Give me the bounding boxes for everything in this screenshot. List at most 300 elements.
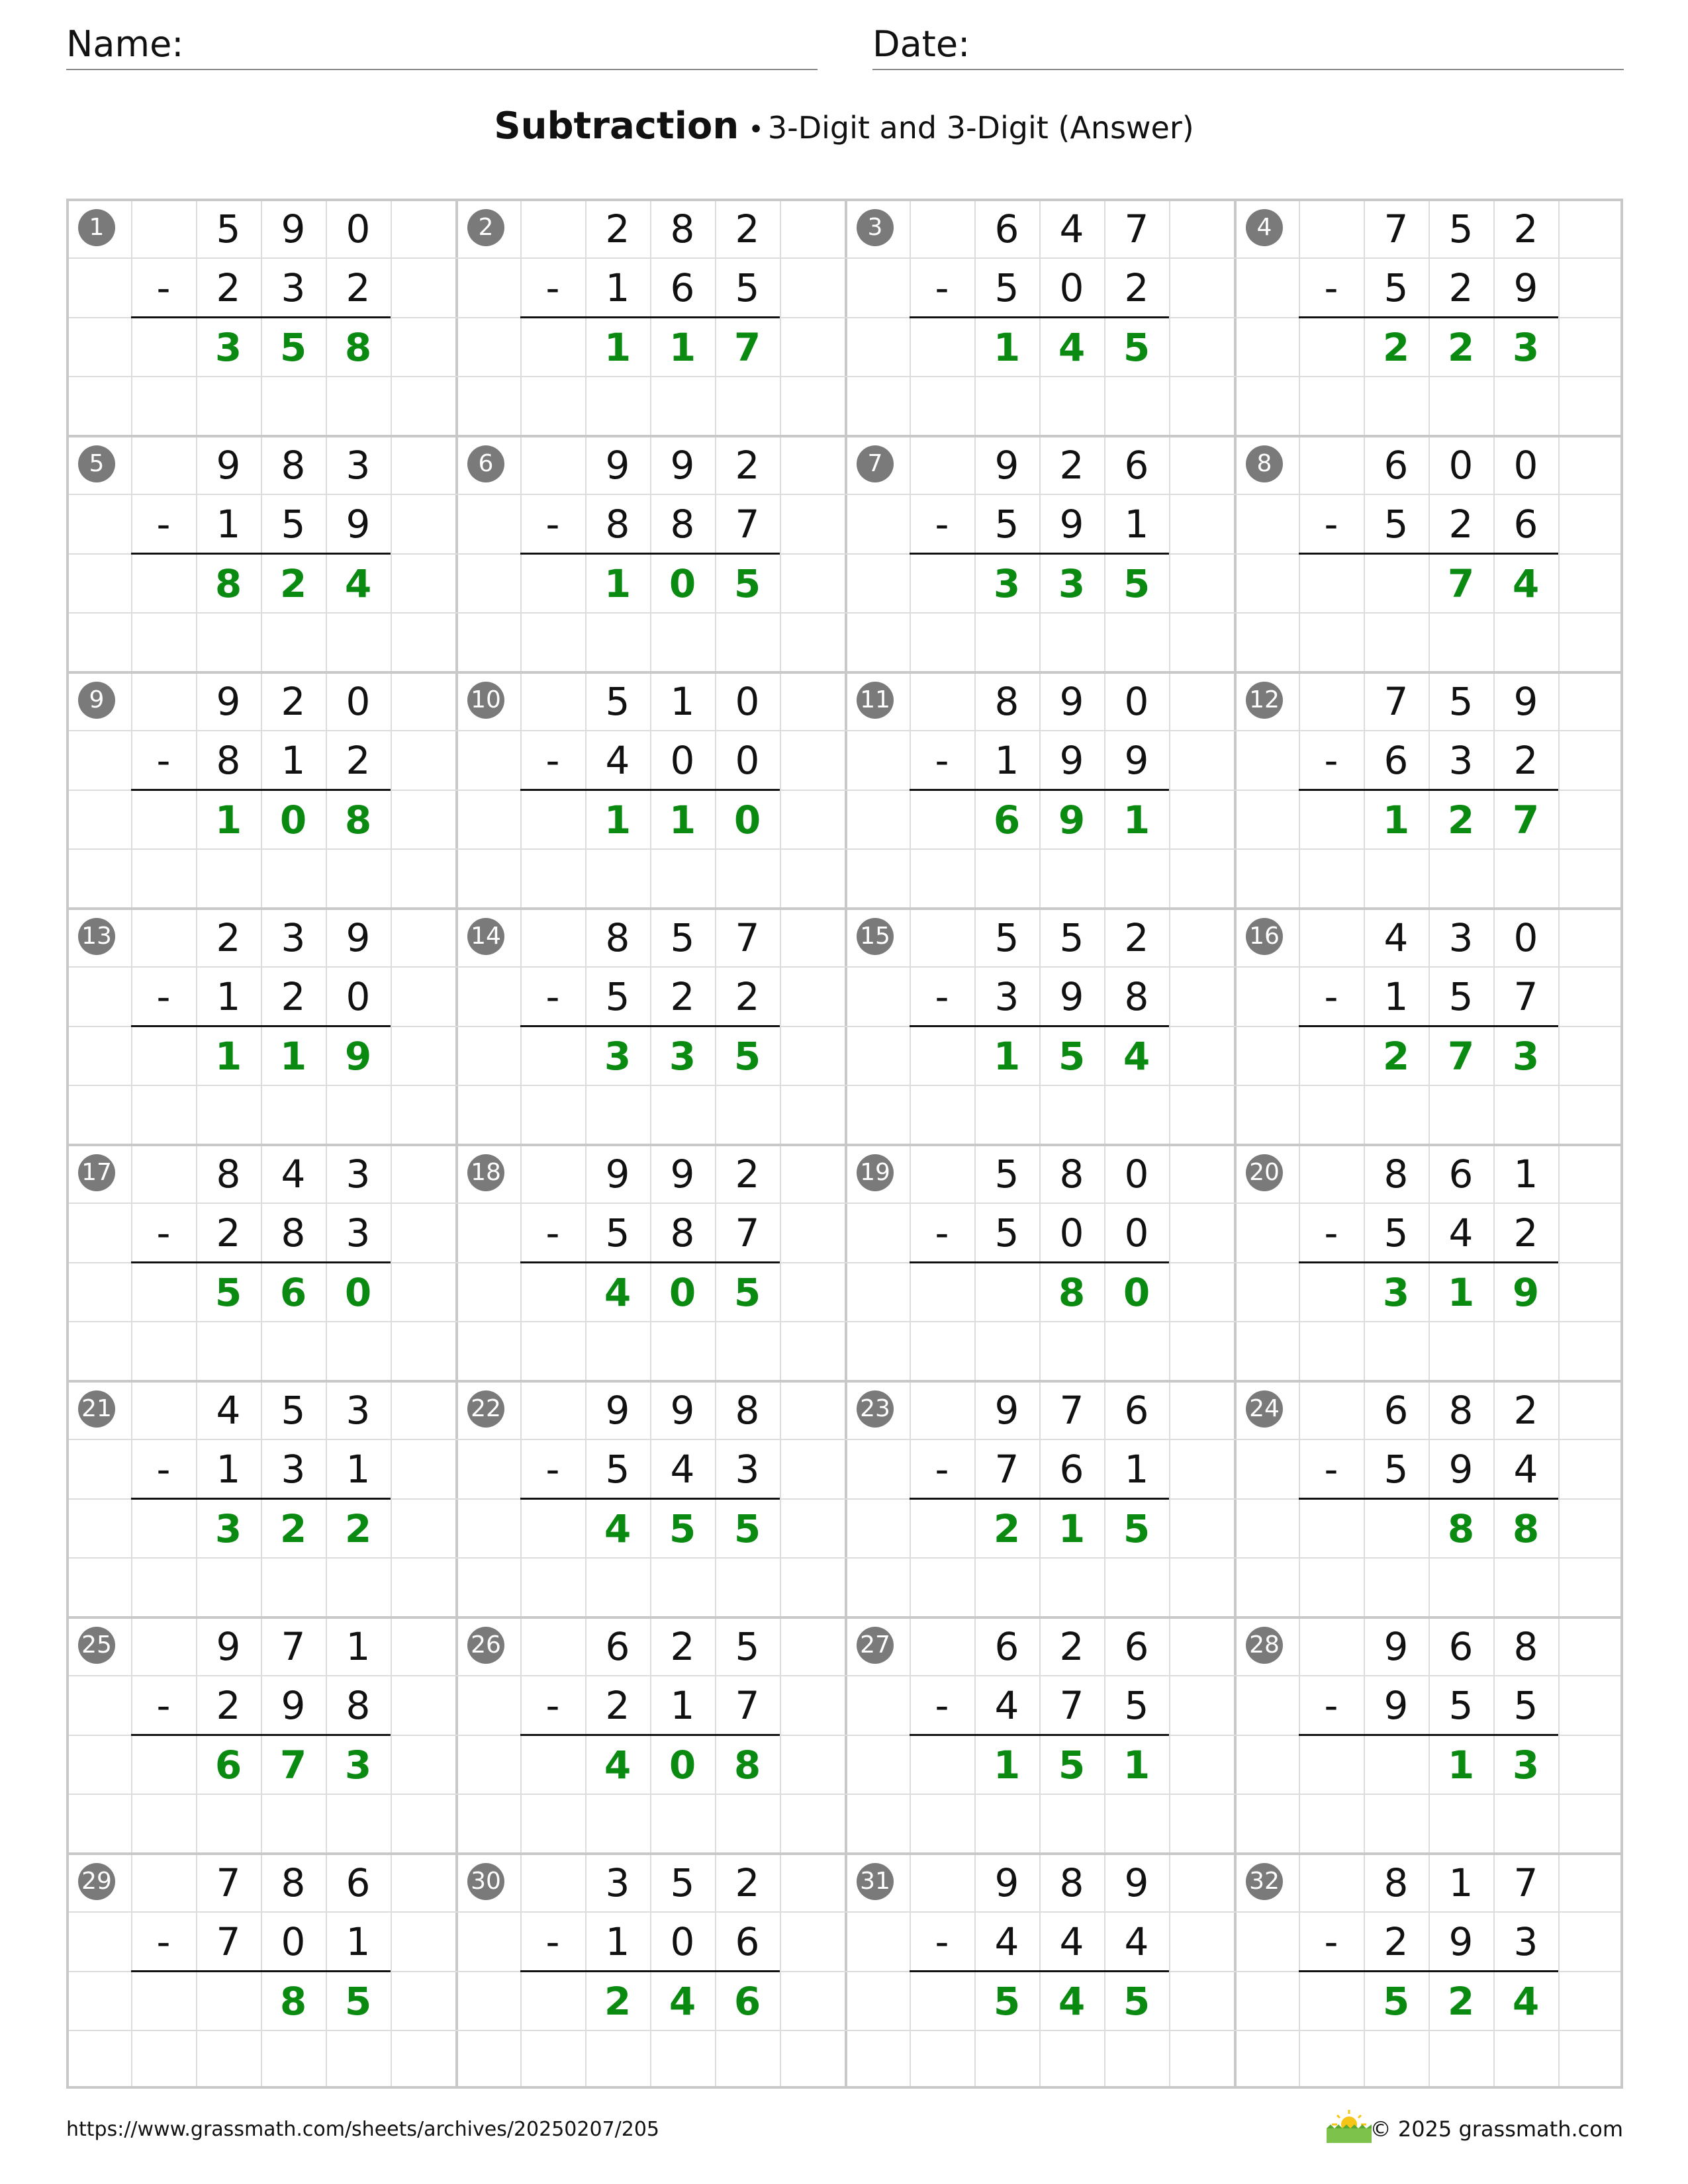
subtrahend-digit: 4 [670, 1447, 695, 1492]
answer-digit: 1 [1382, 797, 1410, 842]
minuend-digit: 9 [605, 1388, 630, 1433]
problem-number-badge: 13 [78, 918, 115, 955]
problem-number-badge: 29 [78, 1863, 115, 1900]
answer-rule [131, 1970, 391, 1972]
problem-number-badge: 4 [1246, 209, 1283, 246]
subtrahend-digit: 8 [670, 1210, 695, 1256]
answer-digit: 1 [993, 324, 1021, 370]
subtrahend-digit: 8 [281, 1210, 306, 1256]
subtrahend-digit: 4 [994, 1683, 1019, 1729]
minuend-digit: 5 [216, 206, 241, 251]
minuend-digit: 5 [670, 915, 695, 960]
problem [845, 671, 1234, 907]
subtrahend-digit: 5 [605, 974, 630, 1020]
answer-digit: 6 [279, 1269, 307, 1315]
subtrahend-digit: 5 [605, 1447, 630, 1492]
problem-number-badge: 6 [467, 445, 504, 482]
answer-digit: 2 [1447, 797, 1475, 842]
answer-digit: 1 [604, 561, 632, 606]
answer-digit: 4 [604, 1742, 632, 1788]
answer-digit: 6 [993, 797, 1021, 842]
subtrahend-digit: 3 [281, 1447, 306, 1492]
answer-digit: 5 [669, 1506, 696, 1551]
footer-url: https://www.grassmath.com/sheets/archives/20250207/205 [66, 2118, 660, 2141]
minus-sign: - [1324, 502, 1338, 547]
subtrahend-digit: 4 [1059, 1919, 1084, 1965]
minuend-digit: 0 [1124, 679, 1149, 724]
answer-digit: 1 [279, 1033, 307, 1079]
minus-sign: - [935, 1210, 949, 1256]
minus-sign: - [545, 1919, 560, 1965]
answer-rule [1299, 1970, 1558, 1972]
subtrahend-digit: 4 [994, 1919, 1019, 1965]
date-label: Date: [872, 23, 970, 65]
answer-digit: 3 [993, 561, 1021, 606]
minuend-digit: 1 [1513, 1152, 1538, 1197]
minuend-digit: 9 [216, 679, 241, 724]
problem-number-badge: 24 [1246, 1390, 1283, 1428]
subtrahend-digit: 3 [735, 1447, 760, 1492]
minuend-digit: 9 [216, 443, 241, 488]
minuend-digit: 9 [994, 1388, 1019, 1433]
subtrahend-digit: 5 [1448, 974, 1474, 1020]
answer-digit: 3 [604, 1033, 632, 1079]
answer-digit: 8 [344, 324, 372, 370]
problem [845, 1852, 1234, 2089]
subtrahend-digit: 9 [1059, 738, 1084, 784]
answer-digit: 2 [1382, 1033, 1410, 1079]
minuend-digit: 6 [1383, 443, 1409, 488]
subtrahend-digit: 3 [1513, 1919, 1538, 1965]
minuend-digit: 2 [735, 206, 760, 251]
answer-digit: 5 [1123, 324, 1150, 370]
subtrahend-digit: 5 [1124, 1683, 1149, 1729]
minuend-digit: 9 [216, 1624, 241, 1669]
minuend-digit: 0 [735, 679, 760, 724]
minuend-digit: 2 [281, 679, 306, 724]
minuend-digit: 4 [1383, 915, 1409, 960]
minuend-digit: 7 [735, 915, 760, 960]
answer-digit: 1 [604, 324, 632, 370]
problem [66, 1380, 455, 1616]
answer-digit: 5 [214, 1269, 242, 1315]
minuend-digit: 8 [281, 1860, 306, 1905]
minuend-digit: 2 [735, 1152, 760, 1197]
subtrahend-digit: 0 [1059, 265, 1084, 311]
answer-digit: 1 [1123, 797, 1150, 842]
problem-number-badge: 17 [78, 1154, 115, 1191]
subtrahend-digit: 4 [1448, 1210, 1474, 1256]
minuend-digit: 3 [1448, 915, 1474, 960]
subtrahend-digit: 0 [1124, 1210, 1149, 1256]
answer-digit: 1 [993, 1033, 1021, 1079]
problem [66, 199, 455, 435]
problem-number-badge: 15 [857, 918, 894, 955]
answer-rule [520, 1025, 780, 1027]
minuend-digit: 6 [1124, 1388, 1149, 1433]
subtrahend-digit: 0 [735, 738, 760, 784]
minus-sign: - [1324, 1683, 1338, 1729]
answer-rule [1299, 1734, 1558, 1736]
subtrahend-digit: 0 [281, 1919, 306, 1965]
subtrahend-digit: 0 [670, 738, 695, 784]
answer-rule [520, 553, 780, 555]
answer-rule [131, 1025, 391, 1027]
answer-rule [910, 1970, 1169, 1972]
subtrahend-digit: 6 [670, 265, 695, 311]
problem [66, 1616, 455, 1852]
subtrahend-digit: 1 [1124, 502, 1149, 547]
minuend-digit: 8 [735, 1388, 760, 1433]
minuend-digit: 7 [216, 1860, 241, 1905]
subtrahend-digit: 3 [994, 974, 1019, 1020]
problem-number-badge: 31 [857, 1863, 894, 1900]
minuend-digit: 6 [1448, 1152, 1474, 1197]
problem-number-badge: 11 [857, 682, 894, 719]
title-subtitle: 3-Digit and 3-Digit (Answer) [767, 110, 1194, 146]
minuend-digit: 6 [994, 206, 1019, 251]
subtrahend-digit: 4 [1513, 1447, 1538, 1492]
subtrahend-digit: 9 [1124, 738, 1149, 784]
minuend-digit: 0 [1513, 443, 1538, 488]
answer-rule [131, 1261, 391, 1263]
minuend-digit: 0 [346, 206, 371, 251]
minuend-digit: 2 [735, 443, 760, 488]
subtrahend-digit: 1 [670, 1683, 695, 1729]
title-bullet: • [748, 114, 764, 145]
minus-sign: - [545, 1210, 560, 1256]
minuend-digit: 8 [670, 206, 695, 251]
answer-rule [131, 1734, 391, 1736]
answer-digit: 1 [604, 797, 632, 842]
minus-sign: - [156, 1919, 171, 1965]
answer-digit: 3 [1512, 1033, 1540, 1079]
answer-digit: 3 [1512, 324, 1540, 370]
minuend-digit: 1 [1448, 1860, 1474, 1905]
subtrahend-digit: 1 [994, 738, 1019, 784]
answer-digit: 4 [669, 1978, 696, 2024]
minuend-digit: 0 [1513, 915, 1538, 960]
answer-digit: 4 [604, 1506, 632, 1551]
answer-digit: 7 [733, 324, 761, 370]
problem-number-badge: 21 [78, 1390, 115, 1428]
subtrahend-digit: 6 [1513, 502, 1538, 547]
problem [455, 1852, 845, 2089]
minuend-digit: 2 [735, 1860, 760, 1905]
subtrahend-digit: 9 [1448, 1919, 1474, 1965]
subtrahend-digit: 7 [735, 1683, 760, 1729]
subtrahend-digit: 2 [346, 265, 371, 311]
problem-number-badge: 2 [467, 209, 504, 246]
subtrahend-digit: 0 [1059, 1210, 1084, 1256]
minuend-digit: 1 [670, 679, 695, 724]
subtrahend-digit: 2 [1513, 738, 1538, 784]
answer-digit: 3 [1382, 1269, 1410, 1315]
minuend-digit: 5 [735, 1624, 760, 1669]
problem-number-badge: 5 [78, 445, 115, 482]
minuend-digit: 3 [346, 1388, 371, 1433]
minus-sign: - [545, 265, 560, 311]
subtrahend-digit: 3 [1448, 738, 1474, 784]
minuend-digit: 3 [346, 1152, 371, 1197]
answer-rule [520, 1734, 780, 1736]
minuend-digit: 9 [1513, 679, 1538, 724]
answer-digit: 3 [214, 324, 242, 370]
date-field[interactable] [872, 25, 1624, 70]
minuend-digit: 6 [1448, 1624, 1474, 1669]
answer-rule [520, 1498, 780, 1500]
answer-rule [131, 789, 391, 791]
subtrahend-digit: 0 [670, 1919, 695, 1965]
subtrahend-digit: 1 [1383, 974, 1409, 1020]
subtrahend-digit: 5 [994, 502, 1019, 547]
problem-number-badge: 28 [1246, 1627, 1283, 1664]
page-title [0, 105, 1688, 148]
minuend-digit: 6 [994, 1624, 1019, 1669]
answer-digit: 5 [733, 561, 761, 606]
subtrahend-digit: 7 [216, 1919, 241, 1965]
problem [66, 1852, 455, 2089]
minus-sign: - [545, 974, 560, 1020]
problem [845, 1616, 1234, 1852]
subtrahend-digit: 2 [216, 1683, 241, 1729]
problem-number-badge: 23 [857, 1390, 894, 1428]
answer-rule [1299, 789, 1558, 791]
problem [1234, 1616, 1623, 1852]
minus-sign: - [545, 1683, 560, 1729]
subtrahend-digit: 8 [346, 1683, 371, 1729]
subtrahend-digit: 1 [605, 1919, 630, 1965]
problem [66, 1144, 455, 1380]
answer-rule [1299, 1498, 1558, 1500]
minuend-digit: 0 [346, 679, 371, 724]
answer-rule [131, 553, 391, 555]
answer-digit: 0 [669, 1742, 696, 1788]
minuend-digit: 5 [281, 1388, 306, 1433]
minuend-digit: 9 [1124, 1860, 1149, 1905]
answer-rule [131, 316, 391, 318]
problem-number-badge: 1 [78, 209, 115, 246]
subtrahend-digit: 7 [994, 1447, 1019, 1492]
minuend-digit: 2 [1059, 443, 1084, 488]
minus-sign: - [156, 1683, 171, 1729]
answer-rule [131, 1498, 391, 1500]
subtrahend-digit: 9 [1059, 502, 1084, 547]
subtrahend-digit: 9 [1383, 1683, 1409, 1729]
minus-sign: - [1324, 265, 1338, 311]
subtrahend-digit: 7 [735, 502, 760, 547]
answer-digit: 4 [604, 1269, 632, 1315]
answer-digit: 1 [1123, 1742, 1150, 1788]
minuend-digit: 2 [670, 1624, 695, 1669]
answer-rule [520, 789, 780, 791]
answer-digit: 8 [733, 1742, 761, 1788]
problem-number-badge: 10 [467, 682, 504, 719]
answer-digit: 1 [669, 324, 696, 370]
minuend-digit: 6 [1383, 1388, 1409, 1433]
answer-digit: 0 [733, 797, 761, 842]
minuend-digit: 8 [1383, 1860, 1409, 1905]
minus-sign: - [1324, 1447, 1338, 1492]
answer-rule [1299, 1025, 1558, 1027]
minuend-digit: 6 [346, 1860, 371, 1905]
answer-digit: 1 [993, 1742, 1021, 1788]
name-field[interactable] [66, 25, 818, 70]
answer-rule [520, 316, 780, 318]
answer-digit: 3 [214, 1506, 242, 1551]
problem [1234, 435, 1623, 671]
minus-sign: - [935, 738, 949, 784]
problem-number-badge: 18 [467, 1154, 504, 1191]
minuend-digit: 4 [1059, 206, 1084, 251]
answer-digit: 0 [669, 1269, 696, 1315]
problem-number-badge: 30 [467, 1863, 504, 1900]
subtrahend-digit: 5 [1383, 1210, 1409, 1256]
minuend-digit: 3 [281, 915, 306, 960]
subtrahend-digit: 2 [1513, 1210, 1538, 1256]
answer-digit: 8 [279, 1978, 307, 2024]
minuend-digit: 5 [605, 679, 630, 724]
subtrahend-digit: 3 [281, 265, 306, 311]
minus-sign: - [935, 265, 949, 311]
subtrahend-digit: 5 [1383, 265, 1409, 311]
subtrahend-digit: 2 [1448, 265, 1474, 311]
minuend-digit: 2 [1124, 915, 1149, 960]
minuend-digit: 3 [605, 1860, 630, 1905]
problem [1234, 199, 1623, 435]
answer-digit: 0 [1123, 1269, 1150, 1315]
answer-digit: 1 [669, 797, 696, 842]
answer-digit: 4 [1512, 1978, 1540, 2024]
minuend-digit: 7 [1513, 1860, 1538, 1905]
problem-number-badge: 22 [467, 1390, 504, 1428]
subtrahend-digit: 7 [735, 1210, 760, 1256]
answer-digit: 9 [1512, 1269, 1540, 1315]
minus-sign: - [1324, 738, 1338, 784]
answer-digit: 2 [1447, 324, 1475, 370]
subtrahend-digit: 9 [346, 502, 371, 547]
problem [1234, 907, 1623, 1144]
minuend-digit: 8 [994, 679, 1019, 724]
problem-number-badge: 3 [857, 209, 894, 246]
subtrahend-digit: 1 [281, 738, 306, 784]
grassmath-logo-icon [1324, 2107, 1374, 2144]
minuend-digit: 0 [1448, 443, 1474, 488]
subtrahend-digit: 1 [1124, 1447, 1149, 1492]
name-label: Name: [66, 23, 184, 65]
minuend-digit: 6 [1124, 1624, 1149, 1669]
answer-digit: 0 [279, 797, 307, 842]
answer-digit: 5 [1058, 1033, 1086, 1079]
answer-digit: 8 [214, 561, 242, 606]
minus-sign: - [935, 974, 949, 1020]
minus-sign: - [935, 1683, 949, 1729]
minuend-digit: 8 [1448, 1388, 1474, 1433]
problem [455, 1380, 845, 1616]
subtrahend-digit: 0 [346, 974, 371, 1020]
minuend-digit: 9 [1383, 1624, 1409, 1669]
answer-digit: 5 [733, 1033, 761, 1079]
answer-digit: 5 [993, 1978, 1021, 2024]
answer-digit: 1 [1058, 1506, 1086, 1551]
minuend-digit: 7 [1383, 679, 1409, 724]
answer-digit: 5 [1123, 561, 1150, 606]
minuend-digit: 9 [994, 1860, 1019, 1905]
subtrahend-digit: 2 [1448, 502, 1474, 547]
problem [845, 199, 1234, 435]
answer-digit: 8 [1058, 1269, 1086, 1315]
subtrahend-digit: 6 [1383, 738, 1409, 784]
problem [1234, 1852, 1623, 2089]
subtrahend-digit: 1 [216, 502, 241, 547]
minuend-digit: 0 [1124, 1152, 1149, 1197]
minus-sign: - [935, 502, 949, 547]
minuend-digit: 5 [1059, 915, 1084, 960]
answer-digit: 1 [1447, 1269, 1475, 1315]
problem-number-badge: 32 [1246, 1863, 1283, 1900]
answer-digit: 4 [1058, 1978, 1086, 2024]
answer-digit: 4 [1058, 324, 1086, 370]
problem-number-badge: 14 [467, 918, 504, 955]
answer-digit: 8 [344, 797, 372, 842]
subtrahend-digit: 5 [735, 265, 760, 311]
problem-number-badge: 9 [78, 682, 115, 719]
answer-digit: 3 [1512, 1742, 1540, 1788]
minus-sign: - [545, 502, 560, 547]
subtrahend-digit: 2 [735, 974, 760, 1020]
minuend-digit: 5 [994, 1152, 1019, 1197]
subtrahend-digit: 5 [1513, 1683, 1538, 1729]
subtrahend-digit: 8 [605, 502, 630, 547]
answer-digit: 2 [279, 561, 307, 606]
minus-sign: - [1324, 974, 1338, 1020]
minuend-digit: 8 [216, 1152, 241, 1197]
answer-digit: 2 [1382, 324, 1410, 370]
answer-rule [520, 1261, 780, 1263]
minus-sign: - [545, 738, 560, 784]
answer-digit: 5 [279, 324, 307, 370]
answer-digit: 7 [1447, 1033, 1475, 1079]
answer-digit: 3 [669, 1033, 696, 1079]
subtrahend-digit: 9 [281, 1683, 306, 1729]
problem [455, 1144, 845, 1380]
minuend-digit: 4 [216, 1388, 241, 1433]
answer-digit: 3 [1058, 561, 1086, 606]
answer-digit: 9 [1058, 797, 1086, 842]
minuend-digit: 7 [1059, 1388, 1084, 1433]
problem [66, 435, 455, 671]
answer-digit: 6 [214, 1742, 242, 1788]
subtrahend-digit: 3 [346, 1210, 371, 1256]
problem [845, 907, 1234, 1144]
subtrahend-digit: 5 [281, 502, 306, 547]
minuend-digit: 2 [1059, 1624, 1084, 1669]
minuend-digit: 8 [281, 443, 306, 488]
problem-number-badge: 25 [78, 1627, 115, 1664]
answer-digit: 1 [214, 797, 242, 842]
minus-sign: - [156, 265, 171, 311]
subtrahend-digit: 7 [1059, 1683, 1084, 1729]
minuend-digit: 9 [281, 206, 306, 251]
minuend-digit: 9 [670, 443, 695, 488]
minuend-digit: 8 [1059, 1152, 1084, 1197]
problem [455, 199, 845, 435]
answer-rule [910, 1498, 1169, 1500]
problem-number-badge: 19 [857, 1154, 894, 1191]
answer-digit: 5 [733, 1506, 761, 1551]
subtrahend-digit: 2 [281, 974, 306, 1020]
problem [455, 671, 845, 907]
